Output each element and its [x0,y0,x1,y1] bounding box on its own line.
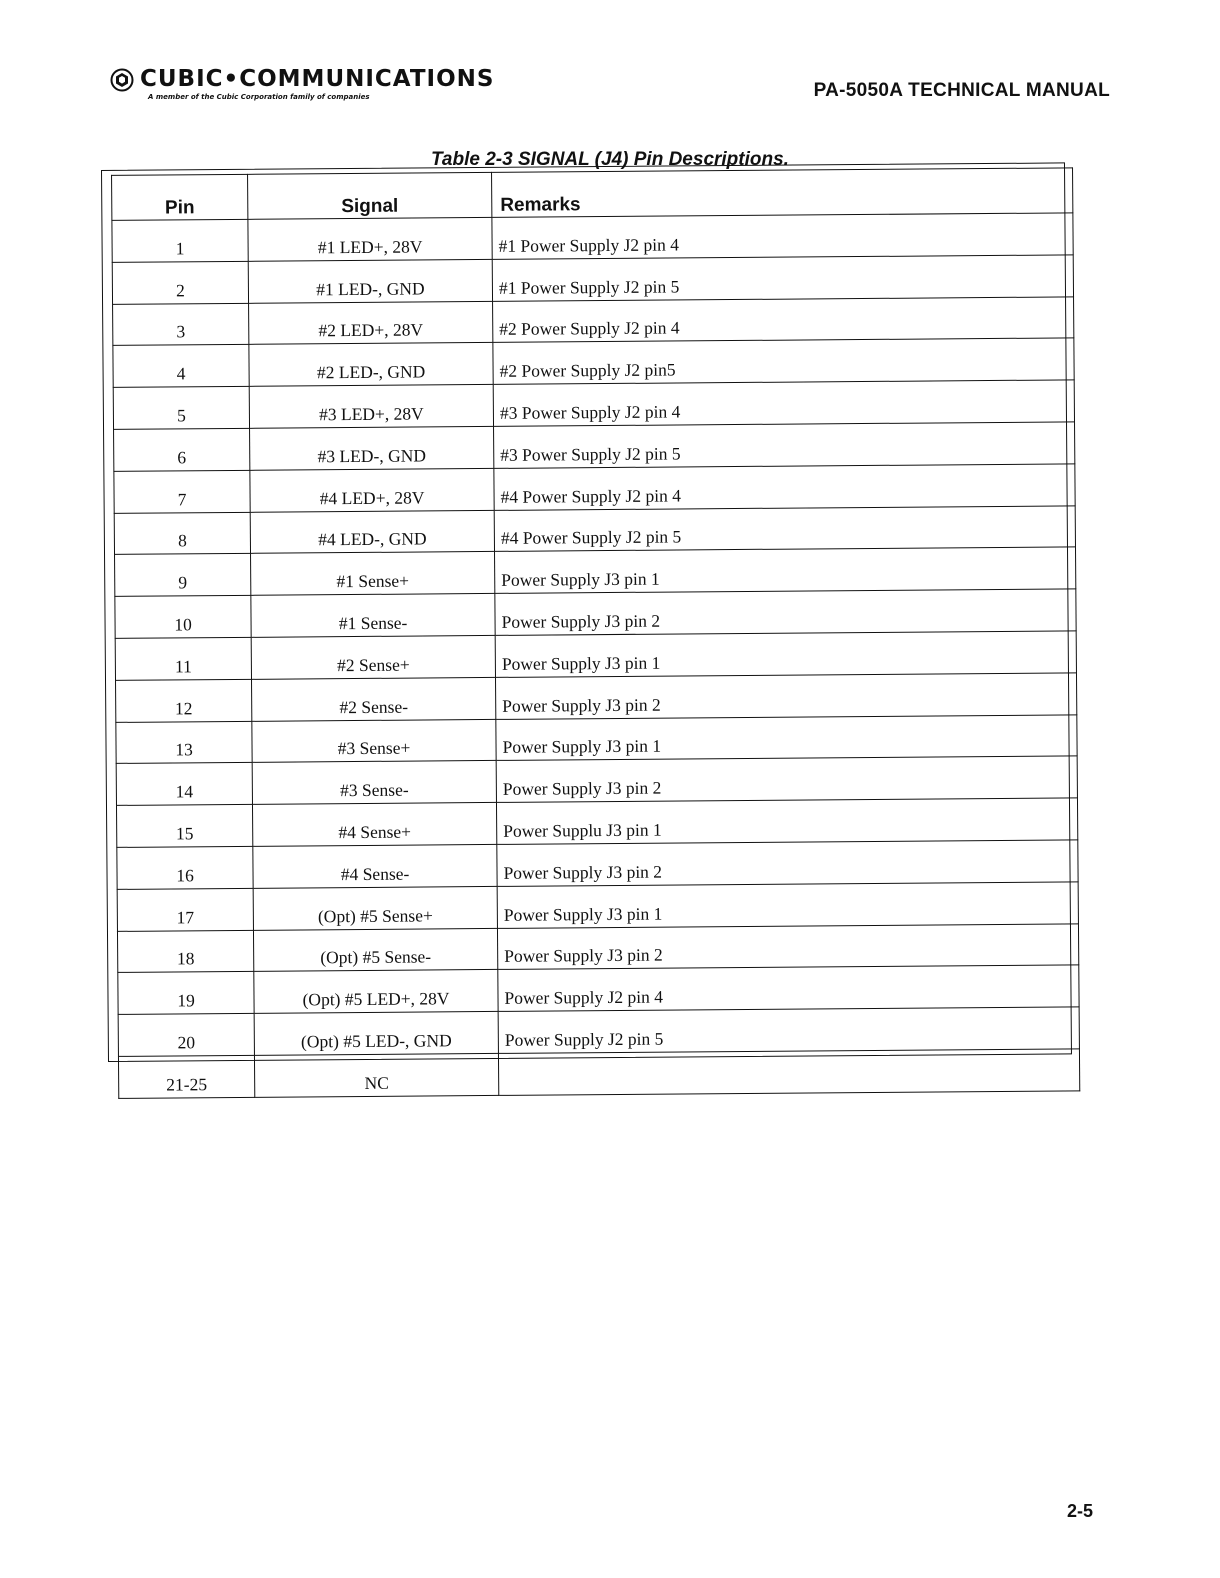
remarks-cell: #2 Power Supply J2 pin5 [493,338,1074,384]
remarks-cell: #3 Power Supply J2 pin 5 [494,422,1075,468]
signal-cell: #2 LED-, GND [249,343,493,387]
remarks-cell [498,1049,1079,1095]
pin-cell: 8 [114,512,250,555]
pin-cell: 16 [117,846,253,889]
remarks-cell: Power Supply J3 pin 2 [495,589,1076,635]
pin-cell: 13 [116,721,252,764]
remarks-cell: #4 Power Supply J2 pin 5 [494,505,1075,551]
remarks-cell: Power Supply J3 pin 1 [497,882,1078,928]
signal-cell: #3 LED+, 28V [249,385,493,429]
table-header-row [112,168,1073,221]
remarks-cell: Power Supply J3 pin 1 [496,714,1077,760]
column-header-remarks: Remarks [492,168,1073,218]
signal-cell: (Opt) #5 Sense+ [253,886,497,930]
remarks-cell: Power Supply J2 pin 5 [498,1007,1079,1053]
signal-cell: #1 LED-, GND [248,259,492,303]
pin-cell: 17 [117,888,253,931]
remarks-cell: Power Supply J3 pin 2 [497,840,1078,886]
remarks-cell: #4 Power Supply J2 pin 4 [494,464,1075,510]
pin-cell: 20 [118,1013,254,1056]
pin-cell: 5 [113,387,249,430]
remarks-cell: #1 Power Supply J2 pin 4 [492,213,1073,259]
signal-cell: #4 Sense+ [252,803,496,847]
pin-cell: 11 [115,637,251,680]
pin-cell: 4 [113,345,249,388]
remarks-cell: #3 Power Supply J2 pin 4 [493,380,1074,426]
page-number: 2-5 [1066,1501,1093,1521]
remarks-cell: #2 Power Supply J2 pin 4 [493,296,1074,342]
page-header [110,66,1110,116]
remarks-cell: Power Supplu J3 pin 1 [496,798,1077,844]
signal-cell: (Opt) #5 LED-, GND [254,1012,498,1056]
column-header-signal: Signal [248,172,492,219]
remarks-cell: Power Supply J3 pin 1 [495,631,1076,677]
remarks-cell: Power Supply J3 pin 2 [497,923,1078,969]
remarks-cell: Power Supply J3 pin 2 [495,673,1076,719]
remarks-cell: Power Supply J2 pin 4 [498,965,1079,1011]
company-tagline: A member of the Cubic Corporation family of companies [148,93,370,101]
signal-cell: #1 Sense- [251,594,495,638]
cubic-logo-icon [110,68,134,92]
signal-cell: #2 Sense+ [251,635,495,679]
remarks-cell: Power Supply J3 pin 1 [495,547,1076,593]
pin-cell: 21-25 [118,1055,254,1098]
signal-cell: NC [254,1053,498,1097]
pin-description-table [111,167,1080,1098]
signal-cell: #2 Sense- [252,677,496,721]
pin-cell: 12 [116,679,252,722]
pin-cell: 3 [113,303,249,346]
pin-cell: 6 [114,428,250,471]
signal-cell: #4 Sense- [253,844,497,888]
table-body [112,213,1080,1098]
pin-cell: 1 [112,219,248,262]
signal-cell: #3 Sense+ [252,719,496,763]
pin-cell: 19 [118,972,254,1015]
remarks-cell: Power Supply J3 pin 2 [496,756,1077,802]
signal-cell: #4 LED-, GND [250,510,494,554]
signal-cell: #3 LED-, GND [250,426,494,470]
table-caption: Table 2-3 SIGNAL (J4) Pin Descriptions. [431,149,789,170]
manual-title: PA-5050A TECHNICAL MANUAL [813,80,1110,101]
signal-cell: #3 Sense- [252,761,496,805]
signal-cell: #4 LED+, 28V [250,468,494,512]
table-frame [101,162,1072,1095]
signal-cell: (Opt) #5 Sense- [253,928,497,972]
pin-cell: 7 [114,470,250,513]
signal-cell: (Opt) #5 LED+, 28V [254,970,498,1014]
company-name: CUBIC•COMMUNICATIONS [140,66,495,92]
signal-cell: #2 LED+, 28V [249,301,493,345]
signal-cell: #1 Sense+ [251,552,495,596]
column-header-pin: Pin [112,174,248,220]
pin-cell: 14 [116,763,252,806]
pin-cell: 18 [117,930,253,973]
remarks-cell: #1 Power Supply J2 pin 5 [492,255,1073,301]
pin-cell: 15 [116,804,252,847]
pin-cell: 2 [112,261,248,304]
table-row [118,1049,1079,1098]
signal-cell: #1 LED+, 28V [248,217,492,261]
pin-cell: 10 [115,596,251,639]
pin-cell: 9 [115,554,251,597]
company-logo [110,66,494,102]
